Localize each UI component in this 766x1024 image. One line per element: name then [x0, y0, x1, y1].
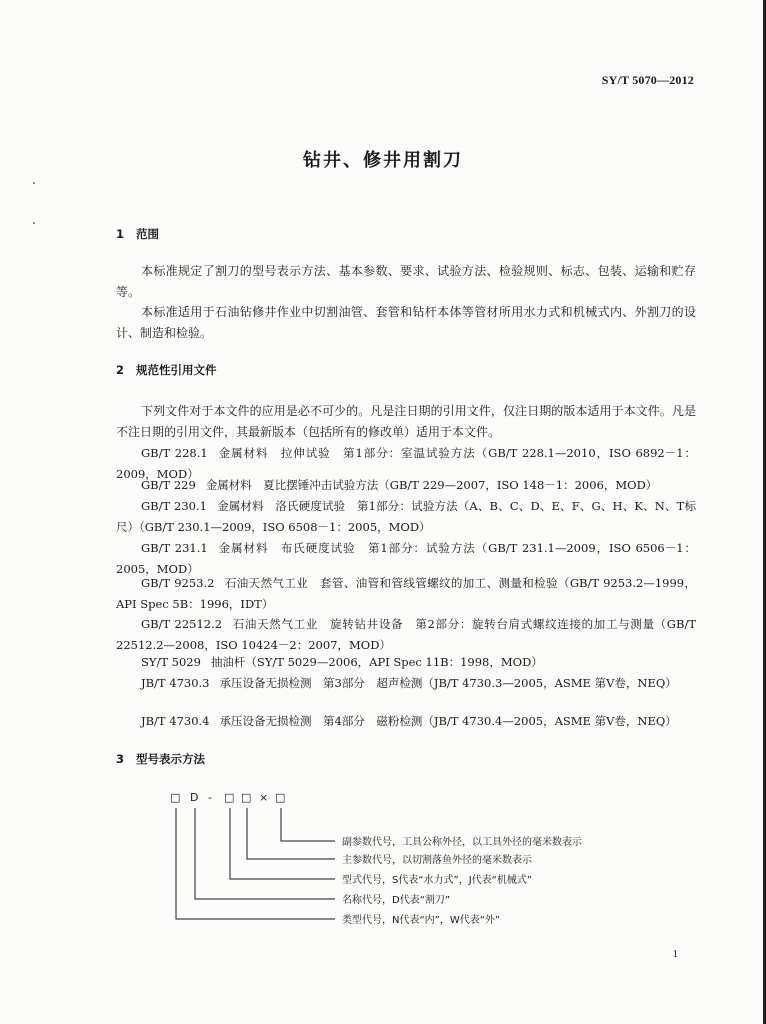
- reference-code: GB/T 22512.2: [141, 617, 223, 631]
- leader-line-main-param: [247, 808, 335, 859]
- format-box-style: □: [224, 791, 235, 804]
- reference-text: 石油天然气工业 旋转钻井设备 第2部分：旋转台肩式螺纹连接的加工与测量（GB/T 22512.2—2008，ISO 10424－2：2007，MOD）: [116, 617, 696, 652]
- section-title: 范围: [136, 227, 159, 241]
- section-title: 规范性引用文件: [136, 363, 217, 377]
- legend-sub-param: 副参数代号，工具公称外径，以工具外径的毫米数表示: [342, 837, 582, 848]
- format-box-sub: □: [275, 791, 286, 804]
- leader-line-style: [230, 808, 335, 879]
- leader-line-type: [176, 808, 335, 919]
- leader-lines: [176, 808, 335, 919]
- references-intro: 下列文件对于本文件的应用是必不可少的。凡是注日期的引用文件，仅注日期的版本适用于本文件。凡是不注日期的引用文件，其最新版本（包括所有的修改单）适用于本文件。: [116, 404, 696, 439]
- scope-paragraph-1: 本标准规定了割刀的型号表示方法、基本参数、要求、试验方法、检验规则、标志、包装、运输和贮存等。: [116, 264, 696, 299]
- format-box-main: □: [241, 791, 252, 804]
- reference-text: 金属材料 洛氏硬度试验 第1部分：试验方法（A、B、C、D、E、F、G、H、K、N、T标尺）（GB/T 230.1—2009，ISO 6508－1：2005，MOD）: [116, 499, 696, 534]
- section-number: 1: [116, 227, 125, 241]
- reference-code: SY/T 5029: [141, 655, 201, 669]
- reference-text: 金属材料 拉伸试验 第1部分：室温试验方法（GB/T 228.1—2010，ISO 6892－1：2009，MOD）: [116, 446, 696, 481]
- legend-name: 名称代号，D代表“割刀”: [342, 895, 451, 906]
- section-number: 3: [116, 752, 125, 766]
- legend-style: 型式代号，S代表“水力式”，J代表“机械式”: [342, 875, 533, 886]
- reference-text: 抽油杆（SY/T 5029—2006，API Spec 11B：1998，MOD）: [210, 655, 543, 669]
- leader-line-name: [195, 808, 335, 899]
- standard-number: SY/T 5070—2012: [601, 73, 694, 87]
- scope-paragraph-2: 本标准适用于石油钻修井作业中切割油管、套管和钻杆本体等管材所用水力式和机械式内、外割刀的设计、制造和检验。: [116, 305, 696, 340]
- document-title: 钻井、修井用割刀: [303, 150, 463, 171]
- legend-main-param: 主参数代号，以切割落鱼外径的毫米数表示: [342, 855, 532, 866]
- reference-code: JB/T 4730.4: [141, 714, 210, 728]
- leader-line-sub-param: [281, 808, 335, 841]
- reference-code: GB/T 229: [141, 478, 196, 492]
- reference-code: GB/T 230.1: [141, 499, 207, 513]
- format-letter-d: D: [190, 791, 199, 804]
- legend-type: 类型代号，N代表“内”，W代表“外”: [342, 915, 501, 926]
- section-title: 型号表示方法: [136, 752, 205, 766]
- format-box-type: □: [170, 791, 181, 804]
- reference-text: 承压设备无损检测 第3部分 超声检测（JB/T 4730.3—2005，ASME 第Ⅴ卷，NEQ）: [219, 676, 677, 690]
- reference-code: GB/T 231.1: [141, 541, 208, 555]
- reference-text: 金属材料 布氏硬度试验 第1部分：试验方法（GB/T 231.1—2009，ISO 6506－1：2005，MOD）: [116, 541, 696, 576]
- format-dash: -: [208, 791, 212, 804]
- section-number: 2: [116, 363, 125, 377]
- reference-text: 承压设备无损检测 第4部分 磁粉检测（JB/T 4730.4—2005，ASME 第Ⅴ卷，NEQ）: [219, 714, 677, 728]
- reference-text: 石油天然气工业 套管、油管和管线管螺纹的加工、测量和检验（GB/T 9253.2—1999，API Spec 5B：1996，IDT）: [116, 576, 697, 611]
- reference-text: 金属材料 夏比摆锤冲击试验方法（GB/T 229—2007，ISO 148－1：2006，MOD）: [205, 478, 658, 492]
- reference-code: JB/T 4730.3: [141, 676, 210, 690]
- format-times: ×: [259, 791, 269, 804]
- reference-code: GB/T 228.1: [141, 446, 208, 460]
- page-number: 1: [672, 948, 678, 960]
- reference-code: GB/T 9253.2: [141, 576, 215, 590]
